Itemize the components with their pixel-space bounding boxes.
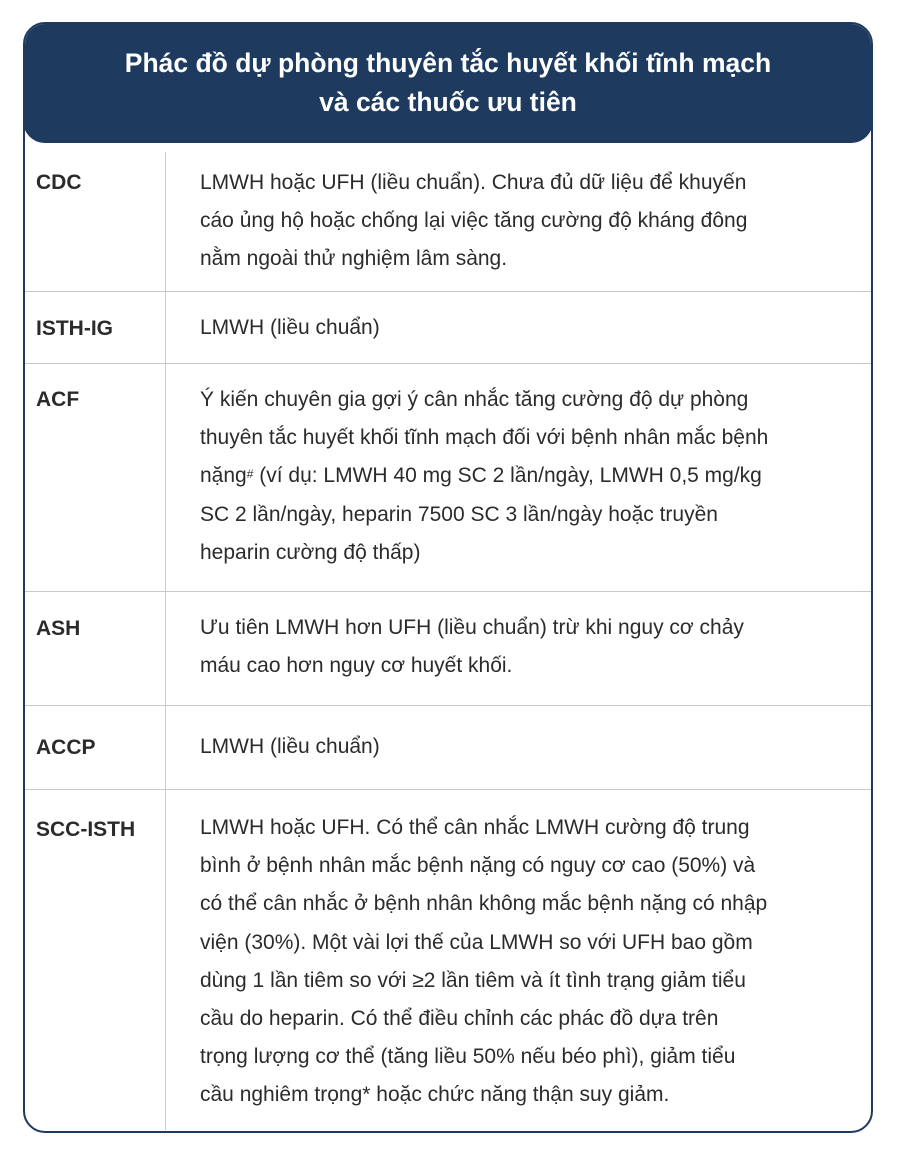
- row-text-scc-isth: [200, 809, 850, 1115]
- row-label-isth-ig: ISTH-IG: [36, 317, 113, 340]
- text-line: nặng# (ví dụ: LMWH 40 mg SC 2 lần/ngày, LMWH 0,5 mg/kg: [200, 464, 762, 488]
- table-row-accp: [25, 706, 871, 790]
- text-line: dùng 1 lần tiêm so với ≥2 lần tiêm và ít tình trạng giảm tiểu: [200, 968, 746, 992]
- row-text-accp: [200, 728, 850, 766]
- table-title-line-1: Phác đồ dự phòng thuyên tắc huyết khối tĩnh mạch: [124, 47, 772, 78]
- row-text-cdc: [200, 164, 850, 279]
- text-line: nằm ngoài thử nghiệm lâm sàng.: [200, 247, 508, 271]
- text-line: LMWH hoặc UFH (liều chuẩn). Chưa đủ dữ liệu để khuyến: [200, 171, 747, 194]
- footnote-mark: #: [246, 467, 254, 482]
- text-line: LMWH hoặc UFH. Có thể cân nhắc LMWH cường độ trung: [200, 816, 750, 839]
- text-line: heparin cường độ thấp): [200, 540, 421, 564]
- text-line: bình ở bệnh nhân mắc bệnh nặng có nguy cơ cao (50%) và: [200, 854, 756, 878]
- text-line: máu cao hơn nguy cơ huyết khối.: [200, 654, 513, 678]
- text-line: Ý kiến chuyên gia gợi ý cân nhắc tăng cường độ dự phòng: [200, 388, 749, 411]
- row-label-scc-isth: SCC-ISTH: [36, 818, 136, 841]
- table-title-line-2: và các thuốc ưu tiên: [319, 86, 577, 117]
- row-label-ash: ASH: [36, 617, 81, 640]
- text-line: cầu nghiêm trọng* hoặc chức năng thận suy giảm.: [200, 1083, 670, 1107]
- text-line: Ưu tiên LMWH hơn UFH (liều chuẩn) trừ khi nguy cơ chảy: [200, 616, 744, 639]
- row-label-acf: ACF: [36, 388, 80, 411]
- table-row-cdc: [25, 152, 871, 292]
- text-line: cáo ủng hộ hoặc chống lại việc tăng cường độ kháng đông: [200, 209, 748, 233]
- row-text-ash: [200, 609, 850, 685]
- text-line: viện (30%). Một vài lợi thế của LMWH so với UFH bao gồm: [200, 930, 753, 954]
- row-text-acf: [200, 381, 850, 572]
- text-line: SC 2 lần/ngày, heparin 7500 SC 3 lần/ngày hoặc truyền: [200, 502, 718, 526]
- table-row-ash: [25, 592, 871, 706]
- text-line: LMWH (liều chuẩn): [200, 735, 380, 758]
- row-label-accp: ACCP: [36, 736, 96, 759]
- table-row-scc-isth: [25, 790, 871, 1131]
- table-header: [23, 22, 873, 143]
- row-text-isth-ig: [200, 309, 850, 347]
- table-row-isth-ig: [25, 292, 871, 364]
- text-line: LMWH (liều chuẩn): [200, 316, 380, 339]
- text-line: cầu do heparin. Có thể điều chỉnh các phác đồ dựa trên: [200, 1007, 719, 1031]
- text-line: có thể cân nhắc ở bệnh nhân không mắc bệnh nặng có nhập: [200, 892, 768, 916]
- guideline-table-card: [23, 22, 873, 1133]
- text-line: trọng lượng cơ thể (tăng liều 50% nếu béo phì), giảm tiểu: [200, 1045, 736, 1069]
- text-line: thuyên tắc huyết khối tĩnh mạch đối với bệnh nhân mắc bệnh: [200, 426, 769, 450]
- table-row-acf: [25, 364, 871, 592]
- row-label-cdc: CDC: [36, 171, 82, 194]
